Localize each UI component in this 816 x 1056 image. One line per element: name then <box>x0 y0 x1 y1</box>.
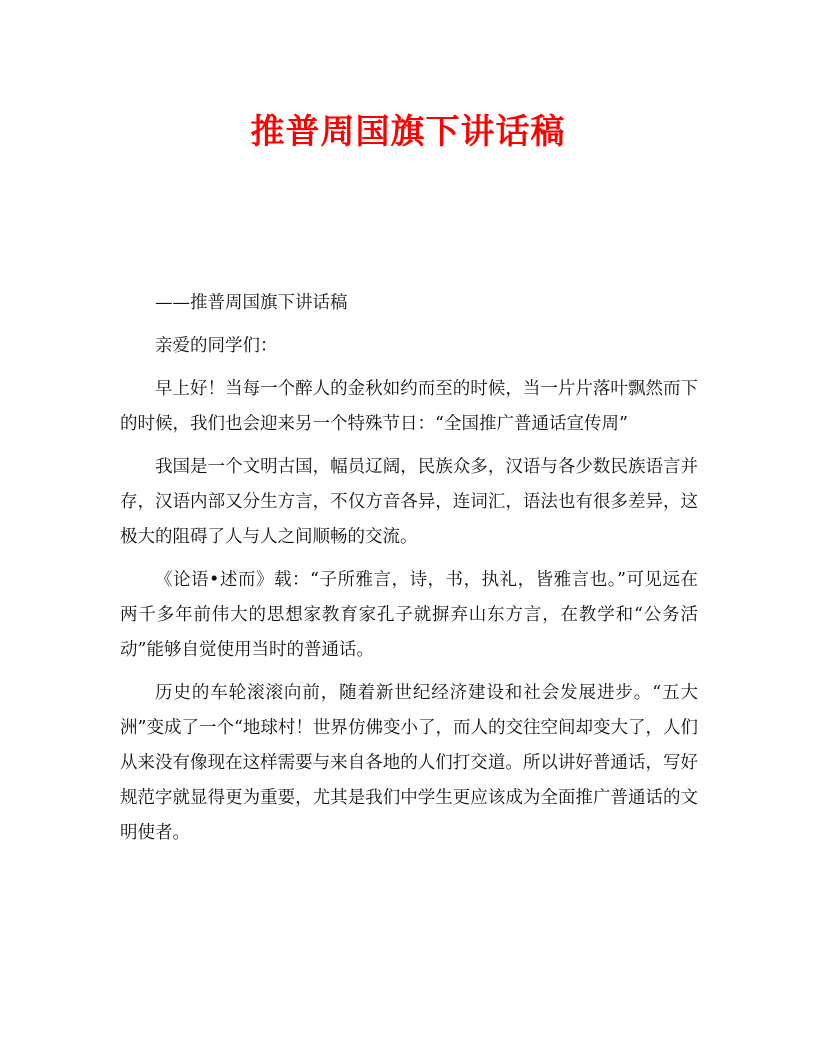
body-paragraph-country: 我国是一个文明古国，幅员辽阔，民族众多，汉语与各少数民族语言并存，汉语内部又分生方言，不仅方音各异，连词汇，语法也有很多差异，这极大的阻碍了人与人之间顺畅的交流。 <box>120 457 698 547</box>
salutation: 亲爱的同学们： <box>155 336 278 356</box>
subtitle-line: ——推普周国旗下讲话稿 <box>155 293 348 313</box>
body-paragraph-analects: 《论语•述而》载：“子所雅言，诗，书，执礼，皆雅言也。”可见远在两千多年前伟大的思想家教育家孔子就摒弃山东方言，在教学和“公务活动”能够自觉使用当时的普通话。 <box>120 570 698 660</box>
document-body <box>120 286 698 859</box>
body-paragraph-greeting: 早上好！当每一个醉人的金秋如约而至的时候，当一片片落叶飘然而下的时候，我们也会迎来另一个特殊节日：“全国推广普通话宣传周” <box>120 379 698 434</box>
body-paragraph-history: 历史的车轮滚滚向前，随着新世纪经济建设和社会发展进步。“五大洲”变成了一个“地球村！世界仿佛变小了，而人的交往空间却变大了，人们从来没有像现在这样需要与来自各地的人们打交道。所以讲好普通话，写好规范字就显得更为重要，尤其是我们中学生更应该成为全面推广普通话的文明使者。 <box>120 683 698 843</box>
document-title: 推普周国旗下讲话稿 <box>250 112 566 152</box>
